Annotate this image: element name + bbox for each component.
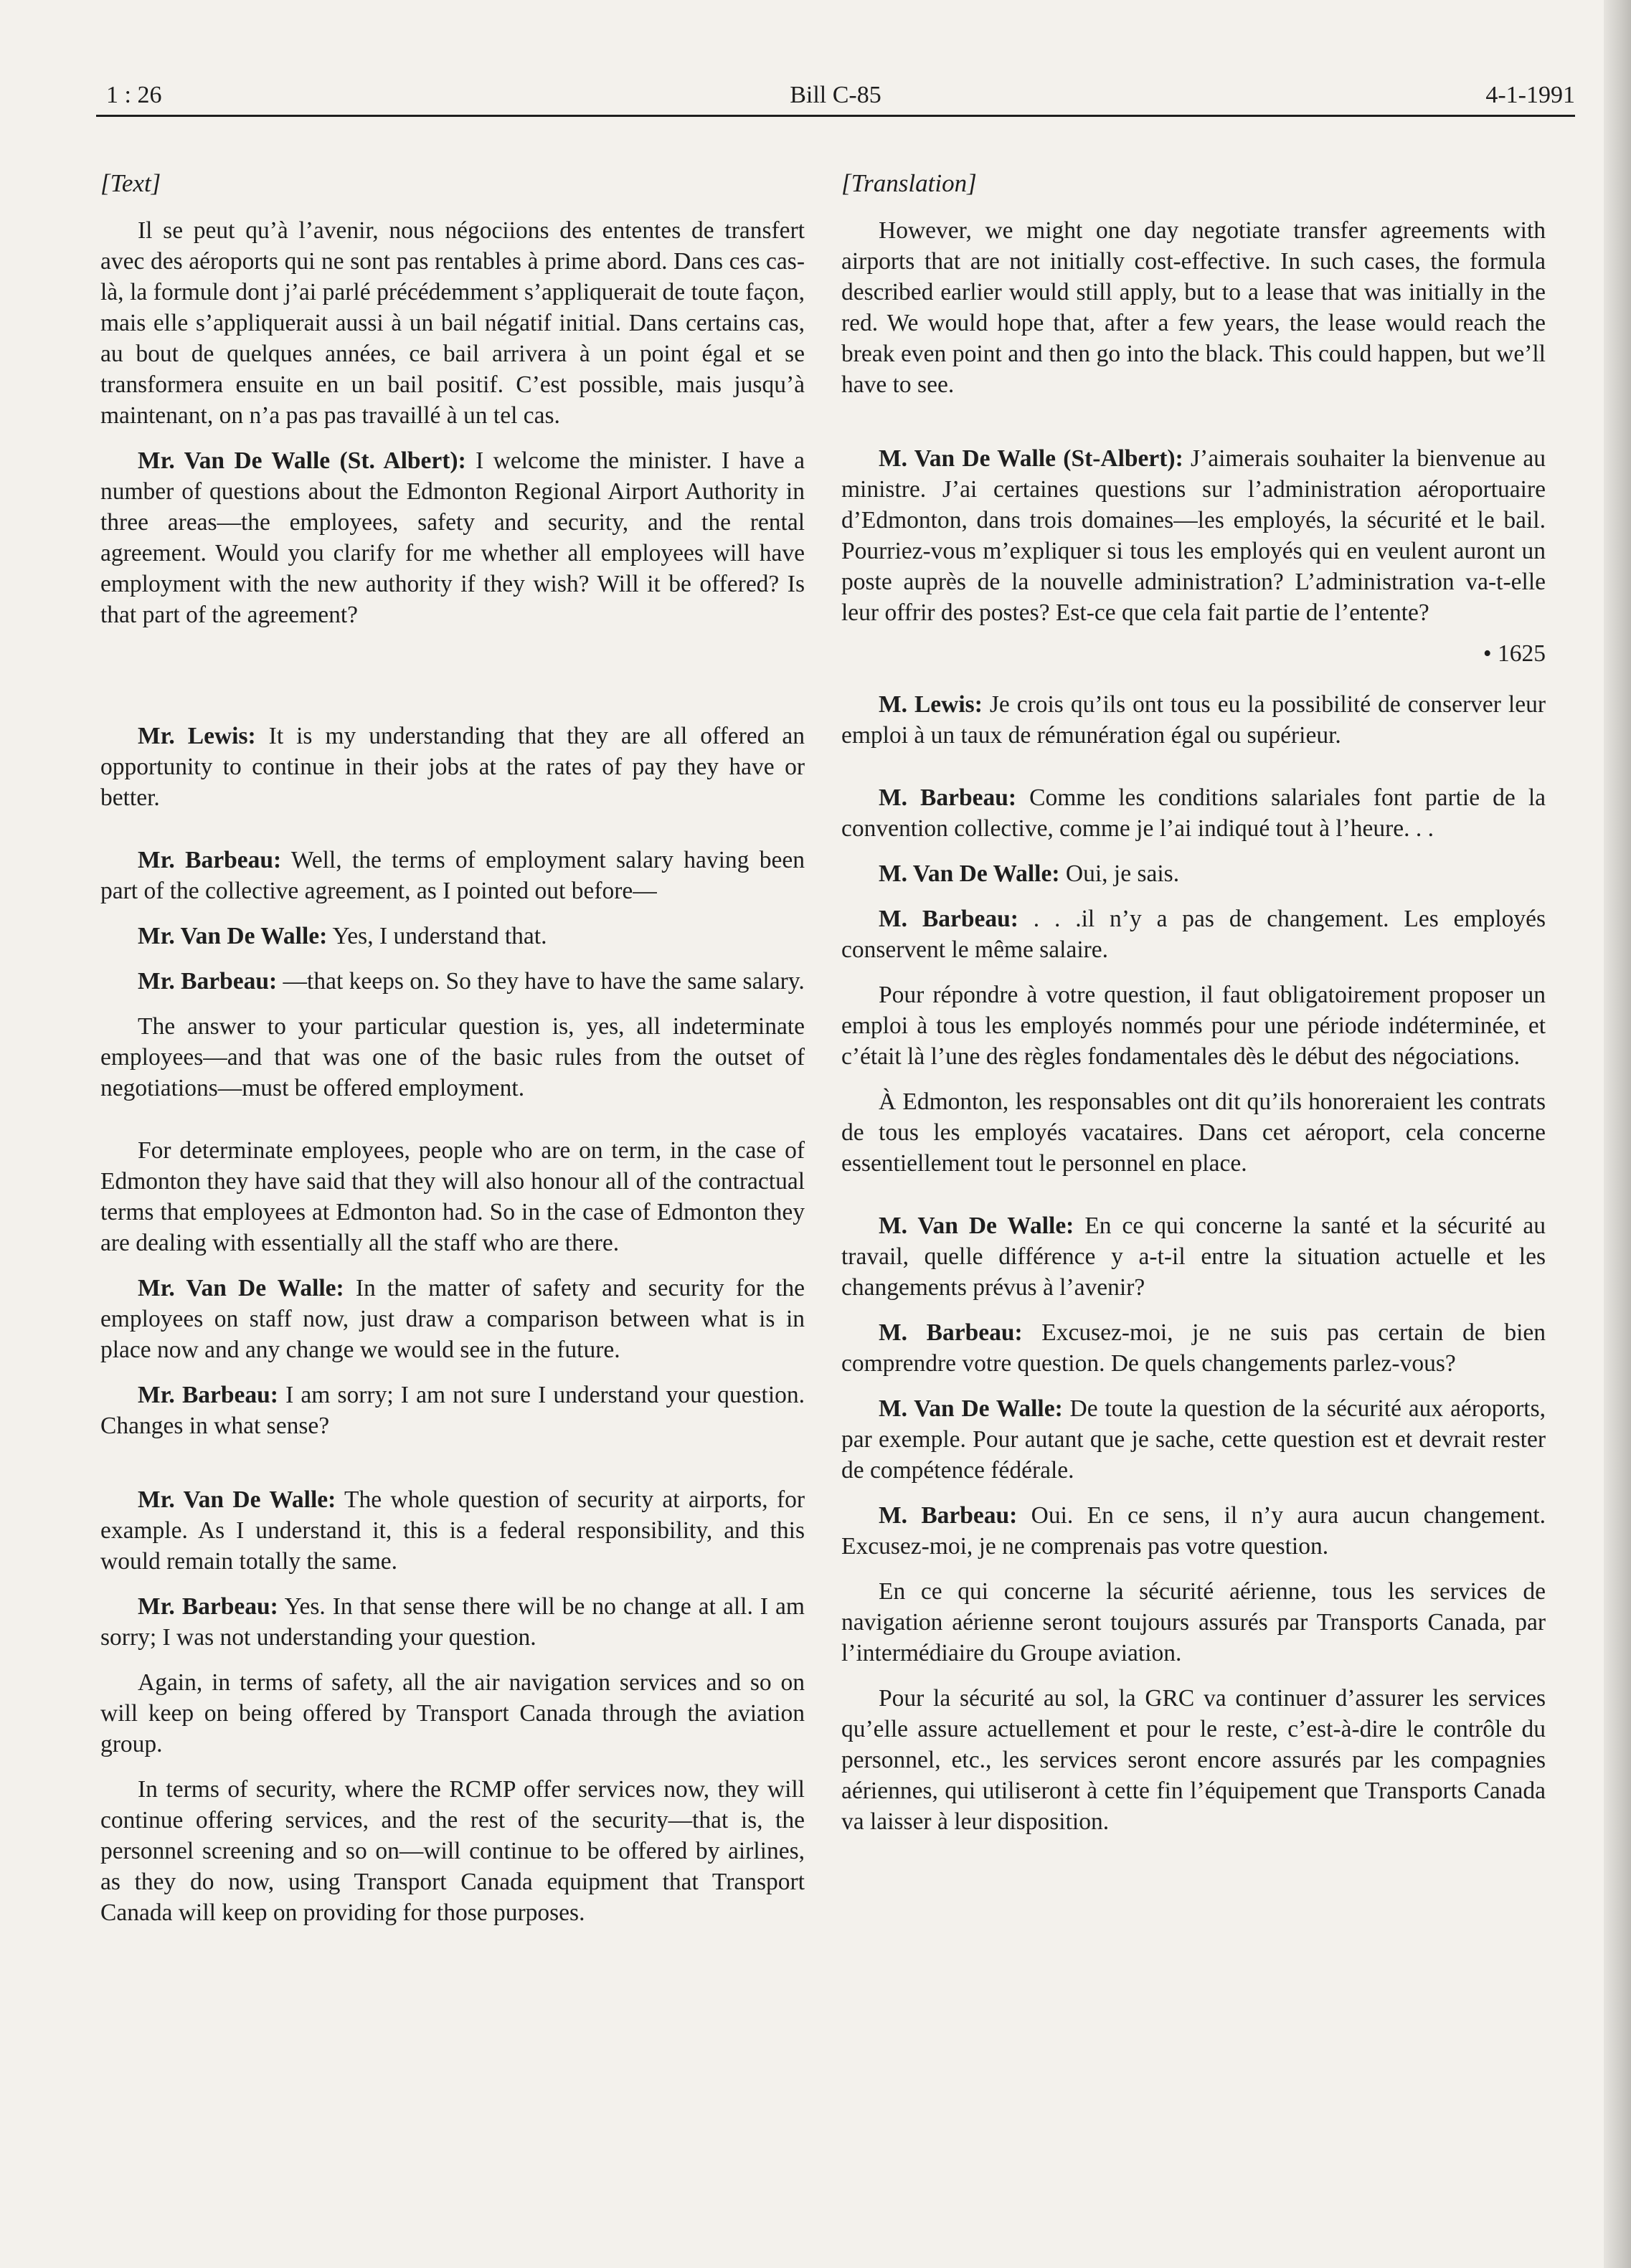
speaker-name: Mr. Barbeau: [138, 1593, 278, 1620]
paragraph: Mr. Barbeau: Well, the terms of employment salary having been part of the collective agreement, as I pointed out before— [100, 847, 805, 904]
text-tag: [Text] [100, 169, 161, 197]
page-number: 1 : 26 [106, 82, 162, 108]
speaker-name: Mr. Lewis: [138, 723, 256, 749]
paragraph: M. Van De Walle (St-Albert): J’aimerais souhaiter la bienvenue au ministre. J’ai certaines questions sur l’administration aéroportuaire d’Edmonton, dans trois domaines—les employés, la sécurité et le bail. Pourriez-vous m’expliquer si tous les employés qui en veulent auront un poste auprès de la nouvelle administration? L’administration va-t-elle leur offrir des postes? Est-ce que cela fait partie de l’entente? [841, 445, 1546, 626]
speaker-name: M. Barbeau: [879, 906, 1018, 932]
paragraph: M. Van De Walle: En ce qui concerne la santé et la sécurité au travail, quelle différence y a-t-il entre la situation actuelle et les changements prévus à l’avenir? [841, 1213, 1546, 1301]
paragraph: M. Van De Walle: De toute la question de la sécurité aux aéroports, par exemple. Pour autant que je sache, cette question est et devrait rester de compétence fédérale. [841, 1395, 1546, 1484]
bill-title: Bill C-85 [790, 82, 881, 108]
speaker-name: Mr. Van De Walle (St. Albert): [138, 447, 466, 474]
speaker-name: M. Van De Walle: [879, 1395, 1063, 1422]
paragraph: In terms of security, where the RCMP offer services now, they will continue offering services, and the rest of the security—that is, the personnel screening and so on—will continue to be offered by airlines, as they do now, using Transport Canada equipment that Transport Canada will keep on providing for those purposes. [100, 1776, 805, 1926]
paragraph: Mr. Van De Walle: Yes, I understand that. [138, 923, 547, 949]
page-header [96, 77, 1575, 120]
paragraph: Mr. Barbeau: —that keeps on. So they have to have the same salary. [138, 968, 805, 995]
paragraph: Mr. Barbeau: Yes. In that sense there will be no change at all. I am sorry; I was not understanding your question. [100, 1593, 805, 1651]
speaker-name: M. Barbeau: [879, 784, 1017, 811]
paragraph: Mr. Van De Walle: In the matter of safety and security for the employees on staff now, just draw a comparison between what is in place now and any change we would see in the future. [100, 1275, 805, 1363]
paragraph: Mr. Van De Walle (St. Albert): I welcome the minister. I have a number of questions about the Edmonton Regional Airport Authority in three areas—the employees, safety and security, and the rental agreement. Would you clarify for me whether all employees will have employment with the new authority if they wish? Will it be offered? Is that part of the agreement? [100, 447, 805, 628]
paragraph: À Edmonton, les responsables ont dit qu’ils honoreraient les contrats de tous les employés vacataires. Dans cet aéroport, cela concerne essentiellement tout le personnel en place. [841, 1088, 1546, 1177]
right-column [841, 166, 1546, 1837]
speaker-name: M. Barbeau: [879, 1319, 1023, 1346]
translation-tag: [Translation] [841, 169, 977, 197]
page-date: 4-1-1991 [1485, 82, 1575, 108]
speaker-name: Mr. Van De Walle: [138, 1486, 336, 1513]
speaker-name: Mr. Van De Walle: [138, 1275, 344, 1301]
page-edge [1604, 0, 1631, 2268]
time-marker: • 1625 [1483, 640, 1546, 667]
left-column [100, 166, 805, 1928]
paragraph: Pour répondre à votre question, il faut obligatoirement proposer un emploi à tous les employés nommés pour une période indéterminée, et c’était là l’une des règles fondamentales dès le début des négociations. [841, 982, 1546, 1070]
speaker-name: M. Lewis: [879, 691, 983, 718]
speaker-name: Mr. Barbeau: [138, 1382, 278, 1408]
paragraph: M. Barbeau: Excusez-moi, je ne suis pas certain de bien comprendre votre question. De quels changements parlez-vous? [841, 1319, 1546, 1377]
speaker-name: Mr. Van De Walle: [138, 923, 328, 949]
paragraph: M. Van De Walle: Oui, je sais. [879, 860, 1180, 887]
paragraph: However, we might one day negotiate transfer agreements with airports that are not initially cost-effective. In such cases, the formula described earlier would still apply, but to a lease that was initially in the red. We would hope that, after a few years, the lease would reach the break even point and then go into the black. This could happen, but we’ll have to see. [841, 217, 1546, 398]
paragraph: Il se peut qu’à l’avenir, nous négociions des ententes de transfert avec des aéroports qui ne sont pas rentables à prime abord. Dans ces cas-là, la formule dont j’ai parlé précédemment s’appliquerait de toute façon, mais elle s’appliquerait aussi à un bail négatif initial. Dans certains cas, au bout de quelques années, ce bail arrivera à un point égal et se transformera ensuite en un bail positif. C’est possible, mais jusqu’à maintenant, on n’a pas pas travaillé à un tel cas. [100, 217, 805, 429]
paragraph: For determinate employees, people who are on term, in the case of Edmonton they have said that they will also honour all of the contractual terms that employees at Edmonton had. So in the case of Edmonton they are dealing with essentially all the staff who are there. [100, 1137, 805, 1256]
speaker-name: M. Van De Walle: [879, 860, 1060, 887]
paragraph: En ce qui concerne la sécurité aérienne, tous les services de navigation aérienne seront toujours assurés par Transports Canada, par l’intermédiaire du Groupe aviation. [841, 1578, 1546, 1666]
paragraph: M. Barbeau: Comme les conditions salariales font partie de la convention collective, comme je l’ai indiqué tout à l’heure. . . [841, 784, 1546, 842]
paragraph: M. Barbeau: . . .il n’y a pas de changement. Les employés conservent le même salaire. [841, 906, 1546, 963]
paragraph: Mr. Lewis: It is my understanding that they are all offered an opportunity to continue in their jobs at the rates of pay they have or better. [100, 723, 805, 811]
paragraph: The answer to your particular question is, yes, all indeterminate employees—and that was one of the basic rules from the outset of negotiations—must be offered employment. [100, 1013, 805, 1101]
speaker-name: M. Van De Walle (St-Albert): [879, 445, 1183, 472]
speaker-name: Mr. Barbeau: [138, 968, 278, 995]
paragraph: Mr. Van De Walle: The whole question of security at airports, for example. As I understand it, this is a federal responsibility, and this would remain totally the same. [100, 1486, 805, 1575]
header-rule [96, 115, 1575, 117]
speaker-name: M. Barbeau: [879, 1502, 1018, 1529]
paragraph: Again, in terms of safety, all the air navigation services and so on will keep on being offered by Transport Canada through the aviation group. [100, 1669, 805, 1757]
paragraph: M. Lewis: Je crois qu’ils ont tous eu la possibilité de conserver leur emploi à un taux de rémunération égal ou supérieur. [841, 691, 1546, 749]
speaker-name: Mr. Barbeau: [138, 847, 282, 873]
paragraph: M. Barbeau: Oui. En ce sens, il n’y aura aucun changement. Excusez-moi, je ne comprenais pas votre question. [841, 1502, 1546, 1560]
speaker-name: M. Van De Walle: [879, 1213, 1074, 1239]
paragraph: Pour la sécurité au sol, la GRC va continuer d’assurer les services qu’elle assure actuellement et pour le reste, c’est-à-dire le contrôle du personnel, etc., les services seront encore assurés par les compagnies aériennes, qui utiliseront à cette fin l’équipement que Transports Canada va laisser à leur disposition. [841, 1685, 1546, 1835]
paragraph: Mr. Barbeau: I am sorry; I am not sure I understand your question. Changes in what sense? [100, 1382, 805, 1439]
